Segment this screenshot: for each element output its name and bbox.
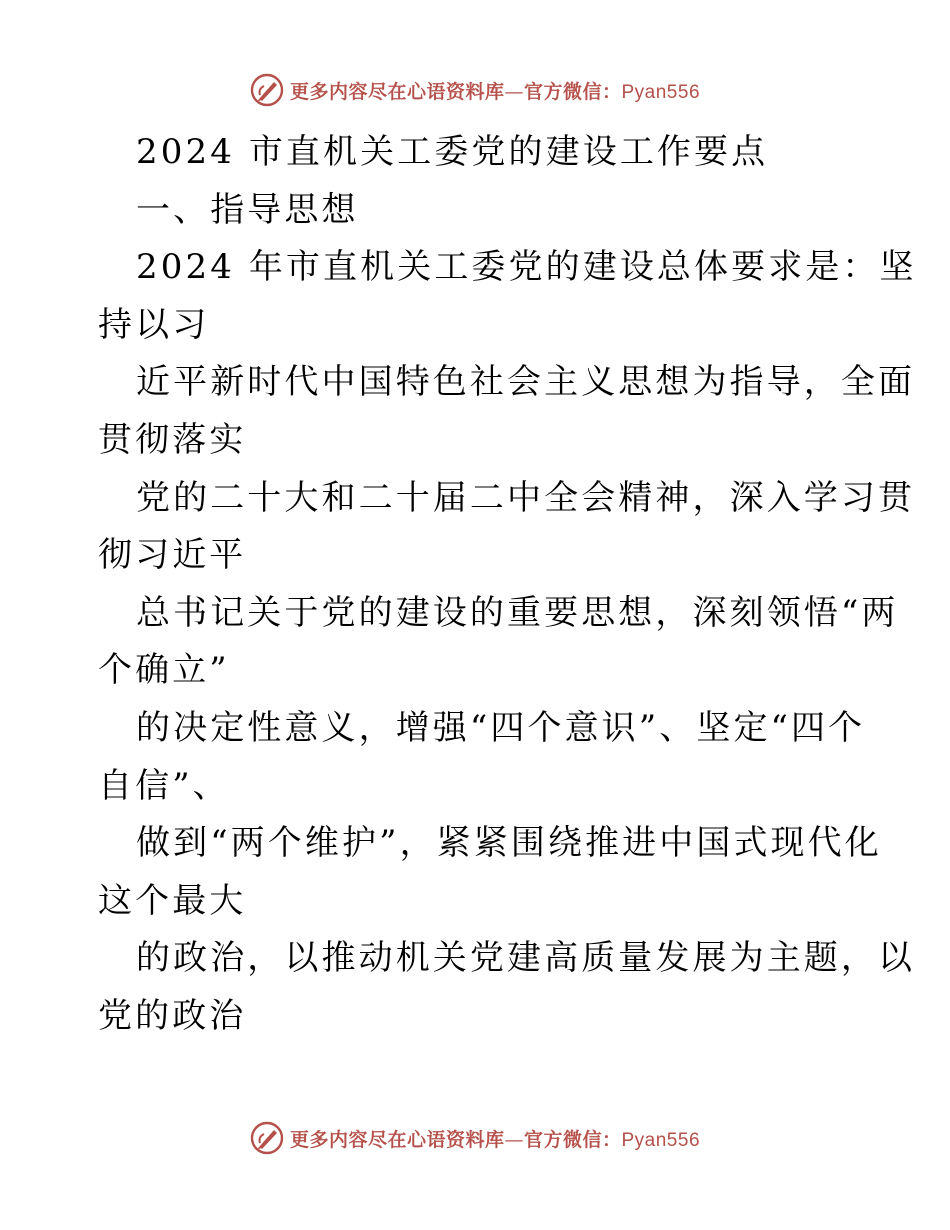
document-line: 党的二十大和二十届二中全会精神，深入学习贯 bbox=[136, 477, 916, 518]
document-line: 的决定性意义，增强“四个意识”、坚定“四个 bbox=[136, 707, 866, 748]
document-line: 一、指导思想 bbox=[136, 189, 359, 230]
document-line: 持以习 bbox=[98, 304, 210, 345]
document-body bbox=[98, 124, 917, 1046]
header-watermark bbox=[0, 70, 950, 110]
document-line: 2024 年市直机关工委党的建设总体要求是：坚 bbox=[136, 247, 917, 288]
document-line: 2024 市直机关工委党的建设工作要点 bbox=[136, 132, 769, 172]
document-line: 总书记关于党的建设的重要思想，深刻领悟“两 bbox=[136, 592, 899, 633]
watermark-text: 更多内容尽在心语资料库—官方微信：Pyan556 bbox=[289, 80, 701, 103]
document-line: 自信”、 bbox=[98, 765, 230, 806]
document-line: 贯彻落实 bbox=[98, 419, 247, 460]
document-line: 的政治，以推动机关党建高质量发展为主题，以 bbox=[136, 938, 916, 979]
quill-pen-logo-icon bbox=[250, 1121, 284, 1155]
document-line: 近平新时代中国特色社会主义思想为指导，全面 bbox=[136, 362, 916, 403]
document-line: 这个最大 bbox=[98, 880, 247, 921]
document-line: 做到“两个维护”，紧紧围绕推进中国式现代化 bbox=[136, 823, 882, 864]
footer-watermark bbox=[0, 1118, 950, 1158]
document-line: 彻习近平 bbox=[98, 535, 247, 576]
document-line: 个确立” bbox=[98, 650, 230, 691]
watermark-text: 更多内容尽在心语资料库—官方微信：Pyan556 bbox=[289, 1128, 701, 1151]
document-line: 党的政治 bbox=[98, 995, 247, 1036]
quill-pen-logo-icon bbox=[250, 73, 284, 107]
